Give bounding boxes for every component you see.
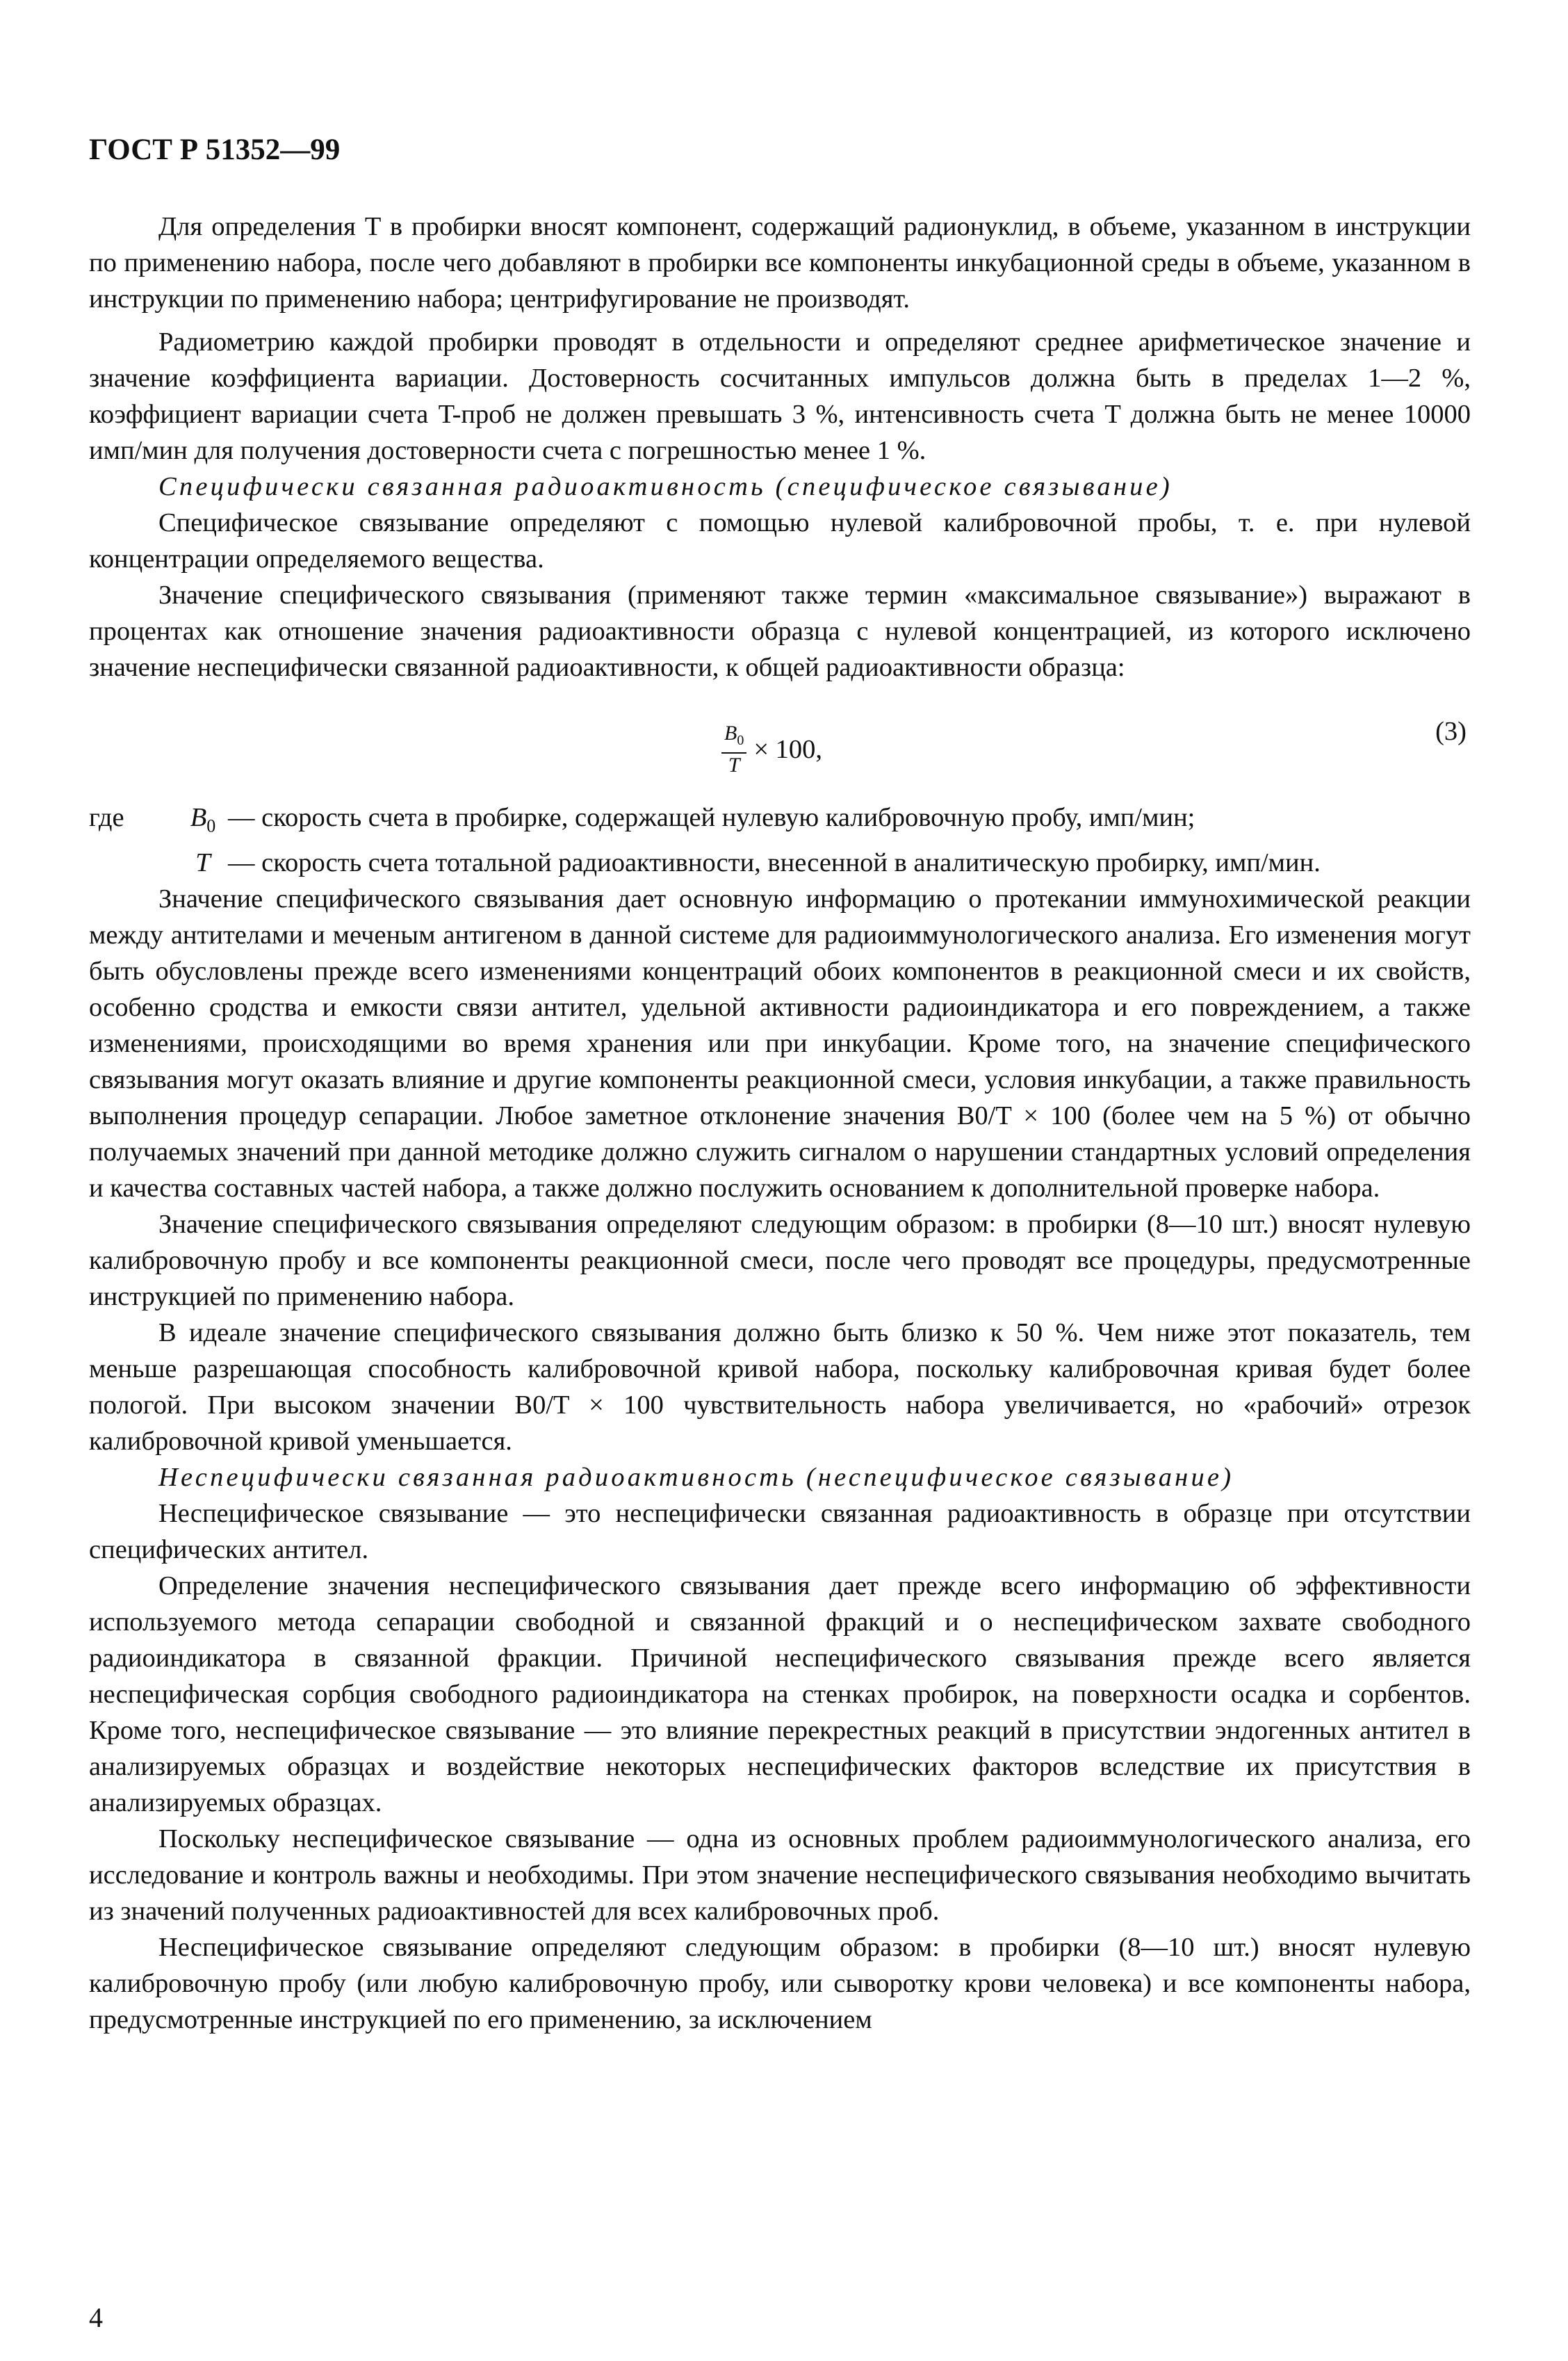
section-heading-specific-binding: Специфически связанная радиоактивность (специфическое связывание) <box>158 472 1173 501</box>
paragraph: Неспецифическое связывание определяют следующим образом: в пробирки (8—10 шт.) вносят нулевую калибровочную пробу (или любую калибровочную пробу, или сыворотку крови человека) и все компоненты набора, предусмотренные инструкцией по его применению, за исключением <box>89 1932 1471 2034</box>
paragraph: Значение специфического связывания определяют следующим образом: в пробирки (8—10 шт.) вносят нулевую калибровочную пробу и все компоненты реакционной смеси, после чего проводят все процедуры, предусмотренные инструкцией по применению набора. <box>89 1209 1471 1311</box>
fraction-numerator: $B_0$ <box>721 722 746 754</box>
paragraph: Неспецифическое связывание — это неспецифически связанная радиоактивность в образце при отсутствии специфических антител. <box>89 1498 1471 1564</box>
variable-symbol: T <box>195 847 211 877</box>
formula <box>721 722 822 777</box>
paragraph: Значение специфического связывания (применяют также термин «максимальное связывание») выражают в процентах как отношение значения радиоактивности образца с нулевой концентрацией, из которого исключено значение неспецифически связанной радиоактивности, к общей радиоактивности образца: <box>89 581 1471 682</box>
equation-number: (3) <box>1435 717 1467 746</box>
fraction-denominator: T <box>728 754 740 777</box>
paragraph: Определение значения неспецифического связывания дает прежде всего информацию об эффективности используемого метода сепарации свободной и связанной фракций и о неспецифическом захвате свободного радиоиндикатора в связанной фракции. Причиной неспецифического связывания прежде всего является неспецифическая сорбция свободного радиоиндикатора на стенках пробирок, на поверхности осадка и сорбентов. Кроме того, неспецифическое связывание — это влияние перекрестных реакций в присутствии эндогенных антител в анализируемых образцах и воздействие некоторых неспецифических факторов вследствие их присутствия в анализируемых образцах. <box>89 1571 1471 1817</box>
paragraph: Значение специфического связывания дает основную информацию о протекании иммунохимической реакции между антителами и меченым антигеном в данной системе для радиоиммунологического анализа. Его изменения могут быть обусловлены прежде всего изменениями концентраций обоих компонентов в реакционной смеси и их свойств, особенно сродства и емкости связи антител, удельной активности радиоиндикатора и его повреждением, а также изменениями, происходящими во время хранения или при инкубации. Кроме того, на значение специфического связывания могут оказать влияние и другие компоненты реакционной смеси, условия инкубации, а также правильность выполнения процедур сепарации. Любое заметное отклонение значения B0/T × 100 (более чем на 5 %) от обычно получаемых значений при данной методике должно служить сигналом о нарушении стандартных условий определения и качества составных частей набора, а также должно послужить основанием к дополнительной проверке набора. <box>89 884 1471 1203</box>
formula-block <box>89 695 1471 800</box>
section-heading-nonspecific-binding: Неспецифически связанная радиоактивность (неспецифическое связывание) <box>158 1462 1234 1492</box>
paragraph: Для определения T в пробирки вносят компонент, содержащий радионуклид, в объеме, указанном в инструкции по применению набора, после чего добавляют в пробирки все компоненты инкубационной среды в объеме, указанном в инструкции по применению набора; центрифугирование не производят. <box>89 212 1471 314</box>
variable-symbol: $B_0$ <box>190 803 216 836</box>
page-number: 4 <box>89 2302 103 2333</box>
paragraph: В идеале значение специфического связывания должно быть близко к 50 %. Чем ниже этот показатель, тем меньше разрешающая способность калибровочной кривой набора, поскольку калибровочная кривая будет более пологой. При высоком значении B0/T × 100 чувствительность набора увеличивается, но «рабочий» отрезок калибровочной кривой уменьшается. <box>89 1317 1471 1456</box>
variable-definitions <box>89 800 1471 881</box>
paragraph: Поскольку неспецифическое связывание — одна из основных проблем радиоиммунологического анализа, его исследование и контроль важны и необходимы. При этом значение неспецифического связывания необходимо вычитать из значений полученных радиоактивностей для всех калибровочных проб. <box>89 1824 1471 1926</box>
variable-definition: — скорость счета в пробирке, содержащей нулевую калибровочную пробу, имп/мин; <box>228 803 1195 832</box>
where-label: где <box>89 803 124 832</box>
paragraph: Радиометрию каждой пробирки проводят в отдельности и определяют среднее арифметическое значение и значение коэффициента вариации. Достоверность сосчитанных импульсов должна быть в пределах 1—2 %, коэффициент вариации счета T-проб не должен превышать 3 %, интенсивность счета T должна быть не менее 10000 имп/мин для получения достоверности счета с погрешностью менее 1 %. <box>89 327 1471 465</box>
fraction <box>721 722 746 777</box>
document-code-header: ГОСТ Р 51352—99 <box>89 133 341 166</box>
variable-definition: — скорость счета тотальной радиоактивности, внесенной в аналитическую пробирку, имп/мин. <box>228 847 1321 877</box>
paragraph: Специфическое связывание определяют с помощью нулевой калибровочной пробы, т. е. при нулевой концентрации определяемого вещества. <box>89 508 1471 574</box>
formula-multiplier: × 100, <box>753 735 823 764</box>
